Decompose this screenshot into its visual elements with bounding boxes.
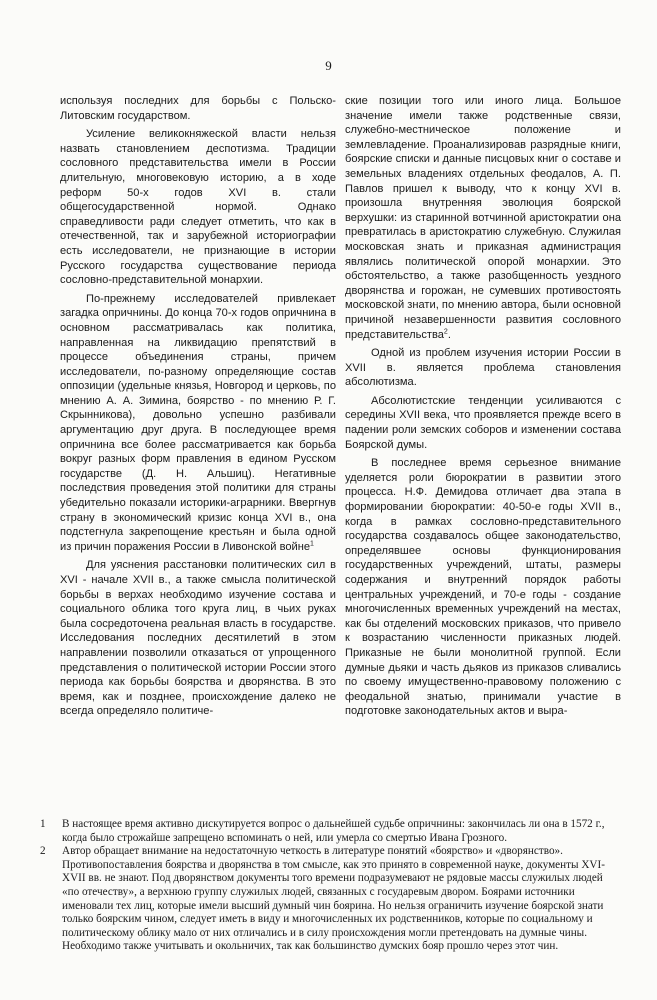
paragraph: ские позиции того или иного лица. Большое значение имели также родственные связи, служебно-местническое положение и землевладение. Проанализировав разрядные книги, боярские списки и данные писцовых книг о составе и земельных владениях отдельных феодалов, А. П. Павлов пришел к выводу, что к концу XVI в. произошла внутренняя эволюция боярской верхушки: из старинной вотчинной аристократии она превратилась в аристократию служебную. Служилая московская знать и приказная администрация являлись политической опорой монархии. Это обстоятельство, а также разобщенность уездного дворянства и горожан, не сумевших противостоять московской знати, по мнению автора, были основной причиной незавершенности развития сословного представительства$^2$. <box>345 95 621 341</box>
paragraph: Для уяснения расстановки политических сил в XVI - начале XVII в., а также смысла политической борьбы в верхах необходимо изучение состава и социального облика того круга лиц, в чьих руках была сосредоточена реальная власть в государстве. Исследования последних десятилетий в этом направлении позволили отказаться от упрощенного представления о политической истории России этого периода как борьбы боярства и дворянства. В это время, как и позднее, происхождение далеко не всегда определяло политиче- <box>60 559 336 718</box>
paragraph: используя последних для борьбы с Польско-Литовским государством. <box>60 95 336 122</box>
paragraph <box>60 292 336 555</box>
footnote <box>40 845 618 954</box>
footnote-text: В настоящее время активно дискутируется вопрос о дальнейшей судьбе опричнины: закончилась ли она в 1572 г., когда было строжайше запрещено вспоминать о ней, или умерла со смертью Ивана Грозного. <box>62 818 605 844</box>
footnote <box>40 818 618 845</box>
paragraph: В последнее время серьезное внимание уделяется роли бюрократии в развитии этого процесса. Н.Ф. Демидова отличает два этапа в формировании бюрократии: 40-50-е годы XVII в., когда в рамках сословно-представительного государства создавалось общее законодательство, определявшее основы функционирования государственных учреждений, штаты, размеры содержания и внутренний порядок работы центральных учреждений, и 70-е годы - создание многочисленных временных учреждений на местах, как бы отделений московских приказов, что привело к возрастанию численности приказных людей. Приказные не были монолитной группой. Если думные дьяки и часть дьяков из приказов сливались по своему имущественно-правовому положению с феодальной знатью, принимали участие в подготовке законодательных актов и выра- <box>345 457 621 718</box>
page-number: 9 <box>325 58 332 73</box>
paragraph: Одной из проблем изучения истории России в XVII в. является проблема становления абсолютизма. <box>345 347 621 389</box>
paragraph: Усиление великокняжеской власти нельзя назвать становлением деспотизма. Традиции сословного представительства имели в России длительную, многовековую историю, а в ходе реформ 50-х годов XVI в. стали общегосударственной нормой. Однако справедливости ради следует отметить, что как в отечественной, так и зарубежной историографии есть исследователи, не признающие в истории Русского государства существование периода сословно-представительной монархии. <box>60 128 336 287</box>
paragraph-text: ские позиции того или иного лица. Большое значение имели также родственные связи, служебно-местническое положение и землевладение. Проанализировав разрядные книги, боярские списки и данные писцовых книг о составе и земельных владениях отдельных феодалов, А. П. Павлов пришел к выводу, что к концу XVI в. произошла внутренняя эволюция боярской верхушки: из старинной вотчинной аристократии она превратилась в аристократию служебную. Служилая московская знать и приказная администрация являлись политической опорой монархии. Это обстоятельство, а также разобщенность уездного дворянства и горожан, не сумевших противостоять московской знати, по мнению автора, были основной причиной незавершенности развития сословного представительства <box>345 95 621 341</box>
footnote-number: 1 <box>40 818 46 830</box>
footnote-mark: 1 <box>310 540 314 548</box>
footnote-mark: 2 <box>443 327 448 335</box>
paragraph: Абсолютистские тенденции усиливаются с середины XVII века, что проявляется прежде всего в падении роли земских соборов и изменении состава Боярской думы. <box>345 394 621 451</box>
footnotes <box>40 818 618 954</box>
right-column <box>345 94 621 723</box>
left-column <box>60 94 336 723</box>
paragraph-text: По-прежнему исследователей привлекает загадка опричнины. До конца 70-х годов опричнина в основном рассматривалась как политика, направленная на ликвидацию препятствий в процессе объединения страны, причем исследователи, по-разному определяющие состав оппозиции (удельные князья, Новгород и церковь, по мнению А. А. Зимина, боярство - по мнению Р. Г. Скрынникова), довольно успешно разбивали аргументацию друг друга. В последующее время опричнина все более рассматривается как борьба вокруг разных форм правления в едином Русском государстве (Д. Н. Альшиц). Негативные последствия проведения этой политики для страны убедительно показали историки-аграрники. Ввергнув страну в экономический кризис конца XVI в., она подстегнула закрепощение крестьян и была одной из причин поражения России в Ливонской войне <box>60 292 336 553</box>
footnote-number: 2 <box>40 845 46 858</box>
footnote-text: Автор обращает внимание на недостаточную четкость в литературе понятий «боярство» и «дворянство». Противопоставления боярства и дворянства в том смысле, как это принято в современной науке, документы XVI-XVII вв. не знают. Под дворянством документы того времени подразумевают не рядовые массы служилых людей «по отечеству», а верхнюю группу служилых людей, связанных с государевым двором. Боярами источники именовали тех лиц, которые имели высший думный чин боярина. Но нельзя ограничить изучение боярской знати только боярским чином, следует иметь в виду и многочисленных их родственников, которые по социальному и политическому облику мало от них отличались и в силу происхождения могли претендовать на думные чины. Необходимо также учитывать и окольничих, так как большинство думских бояр прошло через этот чин. <box>62 845 605 953</box>
